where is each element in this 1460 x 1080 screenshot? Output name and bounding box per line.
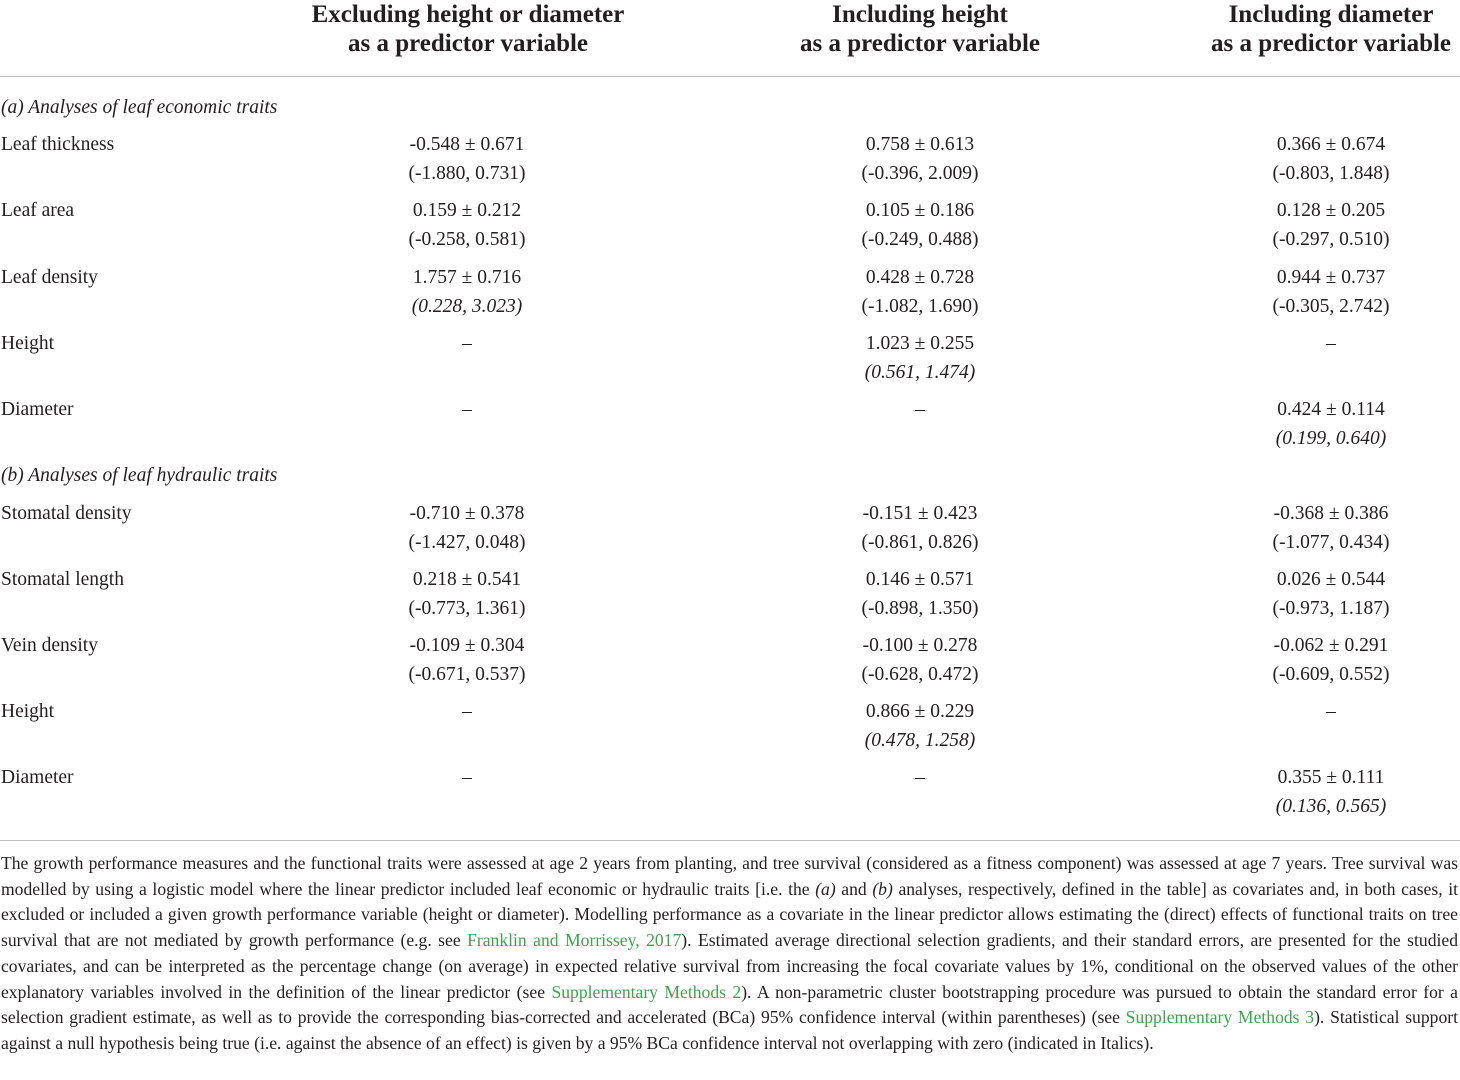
estimate: – (462, 333, 472, 354)
estimate: -0.710 ± 0.378 (409, 503, 525, 524)
footnote-text: and (835, 878, 873, 899)
footnote-text: ). Estimated average directional selection gradients, and their standard errors, are presented for the studied covariates, and can be interpreted as the percentage change (on average) in expected relative survival from increasing the focal covariate values by 1%, conditional on the observed values of the other explanatory variables involved in the definition of the linear predictor (see (1, 930, 1458, 1002)
confidence-interval: (-0.803, 1.848) (1272, 163, 1390, 184)
table-cell (740, 130, 1100, 188)
footnote-text: ). A non-parametric cluster bootstrapping procedure was pursued to obtain the standard error for a selection gradient estimate, as well as to provide the corresponding bias-corrected and accelerated (BCa) 95% confidence interval (within parentheses) (see (1, 981, 1458, 1028)
table-cell (740, 565, 1100, 623)
table-cell (287, 499, 647, 557)
column-header-excluding (298, 0, 638, 58)
estimate: -0.151 ± 0.423 (862, 503, 978, 524)
table-footnote (1, 851, 1458, 1057)
confidence-interval: (-1.880, 0.731) (408, 163, 526, 184)
table-cell (740, 697, 1100, 755)
confidence-interval: (-0.898, 1.350) (861, 598, 979, 619)
section-title-a: (a) Analyses of leaf economic traits (1, 97, 278, 118)
estimate: 0.159 ± 0.212 (412, 200, 522, 221)
estimate: – (462, 701, 472, 722)
confidence-interval: (-0.249, 0.488) (861, 229, 979, 250)
confidence-interval: (-1.427, 0.048) (408, 532, 526, 553)
confidence-interval: (0.561, 1.474) (864, 362, 976, 383)
column-header-including-height (790, 0, 1050, 58)
confidence-interval: (-0.628, 0.472) (861, 664, 979, 685)
table-cell (1151, 196, 1460, 254)
confidence-interval: (-0.258, 0.581) (408, 229, 526, 250)
estimate: -0.368 ± 0.386 (1273, 503, 1389, 524)
column-header-line1: Excluding height or diameter (311, 1, 625, 28)
footnote-text: The growth performance measures and the functional traits were assessed at age 2 years from planting, and tree survival (considered as a fitness component) was assessed at age 7 years. Tree survival was modelled by using a logistic model where the linear predictor included leaf economic or hydraulic traits [i.e. the (1, 853, 1458, 899)
confidence-interval: (0.199, 0.640) (1275, 428, 1387, 449)
confidence-interval (740, 424, 1100, 453)
column-header-line2: as a predictor variable (1210, 30, 1452, 57)
estimate: – (1326, 701, 1336, 722)
table-cell (287, 631, 647, 689)
column-header-line1: Including height (832, 1, 1008, 28)
estimate: 0.866 ± 0.229 (865, 701, 975, 722)
row-label: Stomatal length (1, 569, 124, 590)
supplementary-methods-3-link[interactable]: Supplementary Methods 3 (1125, 1007, 1315, 1028)
confidence-interval: (-0.609, 0.552) (1272, 664, 1390, 685)
estimate: 0.105 ± 0.186 (865, 200, 975, 221)
row-label: Vein density (1, 635, 98, 656)
estimate: 0.366 ± 0.674 (1276, 134, 1386, 155)
column-header-line2: as a predictor variable (347, 30, 589, 57)
confidence-interval (740, 792, 1100, 821)
estimate: 0.428 ± 0.728 (865, 267, 975, 288)
table-cell (1151, 130, 1460, 188)
reference-link-franklin[interactable]: Franklin and Morrissey, 2017 (467, 930, 682, 951)
table-cell (740, 499, 1100, 557)
table-cell (740, 395, 1100, 453)
row-label: Height (1, 701, 55, 722)
estimate: – (462, 399, 472, 420)
column-header-line1: Including diameter (1228, 1, 1434, 28)
table-cell (740, 631, 1100, 689)
estimate: – (462, 767, 472, 788)
table-cell (740, 329, 1100, 387)
header-divider (0, 76, 1460, 77)
estimate: 0.944 ± 0.737 (1276, 267, 1386, 288)
table-cell (287, 130, 647, 188)
confidence-interval: (-1.077, 0.434) (1272, 532, 1390, 553)
table-cell (1151, 395, 1460, 453)
estimate: 0.424 ± 0.114 (1277, 399, 1385, 420)
confidence-interval (287, 358, 647, 387)
confidence-interval (1151, 358, 1460, 387)
confidence-interval: (-0.861, 0.826) (861, 532, 979, 553)
estimate: 1.023 ± 0.255 (865, 333, 975, 354)
table-cell (287, 697, 647, 755)
confidence-interval: (-0.973, 1.187) (1272, 598, 1390, 619)
estimate: 0.758 ± 0.613 (865, 134, 975, 155)
confidence-interval (287, 726, 647, 755)
table-cell (740, 263, 1100, 321)
estimate: -0.100 ± 0.278 (862, 635, 978, 656)
table-cell (740, 763, 1100, 821)
row-label: Diameter (1, 399, 74, 420)
footnote-text: ). Statistical support against a null hypothesis being true (i.e. against the absence of an effect) is given by a 95% BCa confidence interval not overlapping with zero (indicated in Italics). (1, 1007, 1458, 1053)
table-cell (740, 196, 1100, 254)
confidence-interval: (-0.671, 0.537) (408, 664, 526, 685)
estimate: – (915, 767, 925, 788)
estimate: – (1326, 333, 1336, 354)
estimate: 0.146 ± 0.571 (865, 569, 975, 590)
table-cell (287, 196, 647, 254)
table-cell (1151, 565, 1460, 623)
confidence-interval: (0.478, 1.258) (864, 730, 976, 751)
table-cell (1151, 263, 1460, 321)
confidence-interval: (0.136, 0.565) (1275, 796, 1387, 817)
table-cell (287, 565, 647, 623)
table-cell (1151, 697, 1460, 755)
estimate: 0.218 ± 0.541 (412, 569, 522, 590)
estimate: 1.757 ± 0.716 (412, 267, 522, 288)
footnote-a-label: (a) (815, 878, 836, 899)
supplementary-methods-2-link[interactable]: Supplementary Methods 2 (551, 981, 742, 1002)
confidence-interval: (-0.305, 2.742) (1272, 296, 1390, 317)
estimate: 0.355 ± 0.111 (1277, 767, 1385, 788)
column-header-including-diameter (1203, 0, 1459, 58)
row-label: Leaf thickness (1, 134, 115, 155)
estimate: -0.062 ± 0.291 (1273, 635, 1389, 656)
estimate: -0.548 ± 0.671 (409, 134, 525, 155)
confidence-interval: (-0.396, 2.009) (861, 163, 979, 184)
row-label: Stomatal density (1, 503, 132, 524)
table-cell (287, 395, 647, 453)
section-title-b: (b) Analyses of leaf hydraulic traits (1, 465, 278, 486)
table-cell (287, 263, 647, 321)
footnote-b-label: (b) (872, 878, 893, 899)
footnote-text: analyses, respectively, defined in the table] as covariates and, in both cases, it excluded or included a given growth performance variable (height or diameter). Modelling performance as a covariate in the linear predictor allows estimating the (direct) effects of functional traits on tree survival that are not mediated by growth performance (e.g. see (1, 878, 1458, 951)
estimate: 0.026 ± 0.544 (1276, 569, 1386, 590)
table-cell (287, 329, 647, 387)
table-cell (1151, 631, 1460, 689)
confidence-interval (1151, 726, 1460, 755)
table-cell (1151, 329, 1460, 387)
row-label: Leaf density (1, 267, 98, 288)
confidence-interval: (-1.082, 1.690) (861, 296, 979, 317)
estimate: – (915, 399, 925, 420)
confidence-interval (287, 792, 647, 821)
column-header-line2: as a predictor variable (799, 30, 1041, 57)
confidence-interval (287, 424, 647, 453)
confidence-interval: (0.228, 3.023) (411, 296, 523, 317)
confidence-interval: (-0.297, 0.510) (1272, 229, 1390, 250)
table-cell (287, 763, 647, 821)
estimate: 0.128 ± 0.205 (1276, 200, 1386, 221)
row-label: Height (1, 333, 55, 354)
table-cell (1151, 499, 1460, 557)
row-label: Leaf area (1, 200, 75, 221)
footer-divider (0, 840, 1460, 841)
estimate: -0.109 ± 0.304 (409, 635, 525, 656)
table-cell (1151, 763, 1460, 821)
confidence-interval: (-0.773, 1.361) (408, 598, 526, 619)
row-label: Diameter (1, 767, 74, 788)
